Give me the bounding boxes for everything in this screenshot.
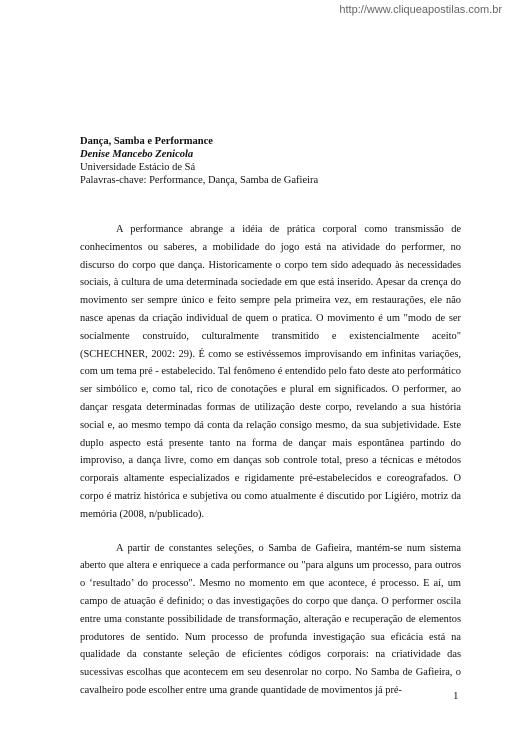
watermark-url: http://www.cliqueapostilas.com.br <box>339 4 502 16</box>
keywords: Palavras-chave: Performance, Dança, Samba de Gafieira <box>80 175 319 186</box>
document-title: Dança, Samba e Performance <box>80 136 213 147</box>
page-number: 1 <box>453 690 459 702</box>
document-body <box>80 221 461 700</box>
institution: Universidade Estácio de Sá <box>80 162 196 173</box>
document-header <box>80 135 460 187</box>
author-name: Denise Mancebo Zenicola <box>80 149 194 160</box>
body-paragraph-1: A performance abrange a idéia de prática corporal como transmissão de conhecimentos ou saberes, a mobilidade do jogo está na atividade do performer, no discurso do corpo que dança. Historicamente o corpo tem sido adequado às necessidades sociais, à cultura de uma determinada sociedade em que está inserido. Apesar da crença do movimento ser sempre único e feito sempre pela primeira vez, em restaurações, ele não nasce apenas da criação individual de quem o pratica. O movimento é um "modo de ser socialmente construído, culturalmente transmitido e existencialmente aceito" (SCHECHNER, 2002: 29). É como se estivéssemos improvisando em infinitas variações, com um tema pré - estabelecido. Tal fenômeno é entendido pelo fato deste ato performático ser simbólico e, como tal, rico de conotações e plural em significados. O performer, ao dançar resgata determinadas formas de utilização deste corpo, revelando a sua história social e, ao mesmo tempo dá conta da relação consigo mesmo, da sua subjetividade. Este duplo aspecto está presente tanto na forma de dançar mais espontânea partindo do improviso, a dança livre, como em danças sob controle total, preso a técnicas e métodos corporais altamente especializados e rigidamente pré-estabelecidos e coreografados. O corpo é matriz histórica e subjetiva ou como atualmente é discutido por Ligiéro, motriz da memória (2008, n/publicado). <box>80 224 461 520</box>
body-paragraph-2: A partir de constantes seleções, o Samba de Gafieira, mantém-se num sistema aberto que altera e enriquece a cada performance ou "para alguns um processo, para outros o ‘resultado’ do processo". Mesmo no momento em que acontece, é processo. E aí, um campo de atuação é definido; o das investigações do corpo que dança. O performer oscila entre uma constante possibilidade de transformação, alteração e recuperação de elementos produtores de sentido. Num processo de profunda investigação sua eficácia está na qualidade da constante seleção de eficientes códigos corporais: na criatividade das sucessivas escolhas que acontecem em seu desenrolar no corpo. No Samba de Gafieira, o cavalheiro pode escolher entre uma grande quantidade de movimentos já pré- <box>80 542 461 696</box>
